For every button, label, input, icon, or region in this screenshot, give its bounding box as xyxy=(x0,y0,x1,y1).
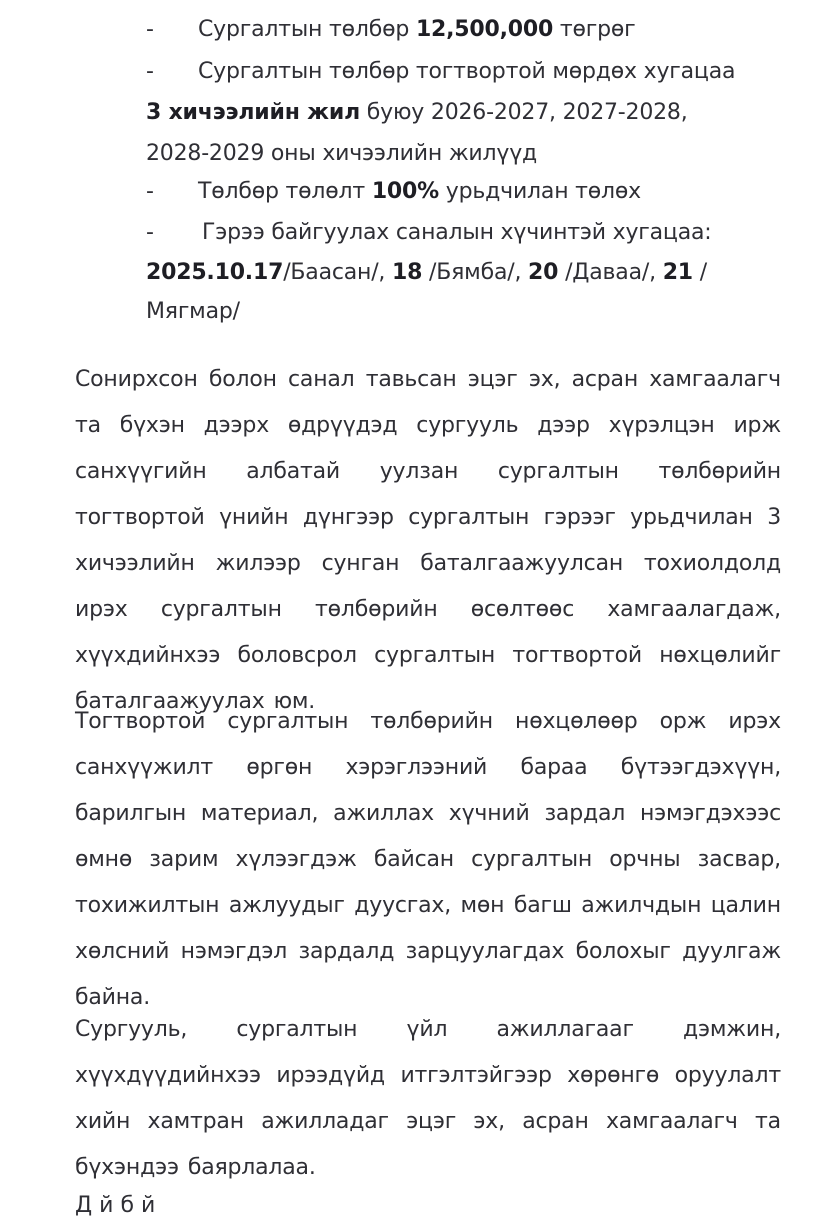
word: оруулалт xyxy=(674,1063,781,1088)
term-line-2 xyxy=(146,98,688,128)
word: сургалтын xyxy=(374,643,496,668)
word: баталгаажуулсан xyxy=(420,551,624,576)
word: байсан xyxy=(373,847,454,872)
paragraph-line xyxy=(75,542,781,586)
word: хичээлийн xyxy=(75,551,195,576)
paragraph-line xyxy=(75,1054,781,1098)
word: бараа xyxy=(520,755,588,780)
word: баярлалаа. xyxy=(187,1155,316,1180)
word: боловсрол xyxy=(237,643,357,668)
payment-prefix: Төлбөр төлөлт xyxy=(198,179,366,204)
word: тохиолдолд xyxy=(643,551,781,576)
word: ажиллах xyxy=(333,801,434,826)
fee-suffix: төгрөг xyxy=(559,17,636,42)
term-bold: 3 хичээлийн жил xyxy=(146,100,360,125)
paragraph-line xyxy=(75,838,781,882)
word: сургууль xyxy=(416,413,519,438)
word: хөрөнгө xyxy=(567,1063,660,1088)
word: өргөн xyxy=(246,755,313,780)
paragraph-line xyxy=(75,450,781,494)
word: зарим xyxy=(149,847,219,872)
contract-dates-line xyxy=(146,258,707,288)
word: ирэх xyxy=(75,597,128,622)
word: юм. xyxy=(273,689,316,714)
word: ажлуудыг xyxy=(228,893,345,918)
paragraph-line xyxy=(75,634,781,678)
word: зардалд xyxy=(298,939,395,964)
bullet-dash: - xyxy=(146,179,154,204)
date-3: 20 xyxy=(528,260,559,285)
day-2: /Бямба/, xyxy=(429,260,522,285)
word: хамгаалагч xyxy=(649,367,781,392)
word: хүрэлцэн xyxy=(608,413,715,438)
word: тохижилтын xyxy=(75,893,220,918)
word: төлбөрийн xyxy=(315,597,438,622)
word: уулзан xyxy=(379,459,459,484)
word: нэмэгдэл xyxy=(180,939,288,964)
word: сургалтын xyxy=(227,709,349,734)
contract-line: Гэрээ байгуулах саналын хүчинтэй хугацаа: xyxy=(202,220,712,245)
word: бүхэн xyxy=(119,413,185,438)
word: гэрээг xyxy=(543,505,616,530)
word: ирээдүйд xyxy=(276,1063,385,1088)
paragraph-line xyxy=(75,588,781,632)
word: дуулгаж xyxy=(682,939,781,964)
word: байна. xyxy=(75,985,151,1010)
word: та xyxy=(755,1109,781,1134)
word: хамгаалагдаж, xyxy=(607,597,781,622)
day-3: /Даваа/, xyxy=(565,260,656,285)
word: жилээр xyxy=(215,551,301,576)
word: сургалтын xyxy=(471,847,593,872)
word: дээр xyxy=(537,413,590,438)
word: ажилладаг xyxy=(261,1109,389,1134)
word: хүчний xyxy=(448,801,530,826)
word: итгэлтэйгээр xyxy=(400,1063,552,1088)
paragraph-line xyxy=(75,700,781,744)
payment-line xyxy=(198,177,641,207)
word: зарцуулагдах xyxy=(405,939,565,964)
word: сунган xyxy=(321,551,400,576)
contract-dates-line-2: Мягмар/ xyxy=(146,299,240,324)
word: асран xyxy=(571,367,639,392)
word: сургалтын xyxy=(236,1017,358,1042)
word: хөлсний xyxy=(75,939,170,964)
word: санхүүгийн xyxy=(75,459,207,484)
word: тогтвортой xyxy=(75,505,205,530)
word: болохыг xyxy=(575,939,671,964)
day-1: /Баасан/, xyxy=(283,260,386,285)
word: хүүхдийнхээ xyxy=(75,643,221,668)
word: урьдчилан xyxy=(630,505,753,530)
fee-prefix: Сургалтын төлбөр xyxy=(198,17,410,42)
paragraph-line xyxy=(75,1008,781,1052)
word: төлбөрийн xyxy=(658,459,781,484)
word: мөн xyxy=(460,893,505,918)
day-4-start: / xyxy=(699,260,707,285)
word: зардал xyxy=(544,801,626,826)
word: Сонирхсон xyxy=(75,367,198,392)
word: ирж xyxy=(733,413,781,438)
word: санал xyxy=(288,367,355,392)
word: ажилчдын xyxy=(581,893,702,918)
word: өсөлтөөс xyxy=(470,597,575,622)
paragraph-line xyxy=(75,496,781,540)
word: дээрх xyxy=(203,413,270,438)
word: засвар, xyxy=(697,847,781,872)
word: хүлээгдэж xyxy=(235,847,357,872)
paragraph-line xyxy=(75,884,781,928)
word: багш xyxy=(513,893,572,918)
word: эх, xyxy=(473,1109,505,1134)
word: хийн xyxy=(75,1109,131,1134)
word: нөхцөлөөр xyxy=(515,709,638,734)
word: дүнгээр xyxy=(302,505,394,530)
paragraph-line xyxy=(75,404,781,448)
word: материал, xyxy=(200,801,319,826)
bullet-dash: - xyxy=(146,59,154,84)
word: асран xyxy=(522,1109,589,1134)
word: сургалтын xyxy=(160,597,282,622)
date-4: 21 xyxy=(662,260,693,285)
word: Сургууль, xyxy=(75,1017,188,1042)
payment-suffix: урьдчилан төлөх xyxy=(445,179,641,204)
word: өмнө xyxy=(75,847,133,872)
word: эцэг xyxy=(406,1109,457,1134)
word: хамтран xyxy=(147,1109,244,1134)
word: хэрэглээний xyxy=(345,755,488,780)
fee-amount: 12,500,000 xyxy=(415,17,554,42)
paragraph-line xyxy=(75,358,781,402)
word: барилгын xyxy=(75,801,187,826)
paragraph-line xyxy=(75,792,781,836)
word: тавьсан xyxy=(365,367,457,392)
term-line: Сургалтын төлбөр тогтвортой мөрдөх хугацаа xyxy=(198,59,736,84)
date-1: 2025.10.17 xyxy=(146,260,284,285)
word: бүхэндээ xyxy=(75,1155,179,1180)
word: та xyxy=(75,413,101,438)
word: орчны xyxy=(609,847,681,872)
word: болон xyxy=(208,367,277,392)
word: үйл xyxy=(406,1017,448,1042)
word: дуусгах, xyxy=(354,893,452,918)
payment-percent: 100% xyxy=(371,179,439,204)
term-rest: буюу 2026-2027, 2027-2028, xyxy=(366,100,688,125)
word: 3 xyxy=(767,505,781,530)
paragraph-line xyxy=(75,1146,781,1190)
word: ирэх xyxy=(728,709,781,734)
word: ажиллагааг xyxy=(496,1017,634,1042)
term-line-3: 2028-2029 оны хичээлийн жилүүд xyxy=(146,141,538,166)
word: тогтвортой xyxy=(512,643,642,668)
date-2: 18 xyxy=(392,260,423,285)
word: албатай xyxy=(246,459,341,484)
word: Тогтвортой xyxy=(75,709,206,734)
word: хамгаалагч xyxy=(605,1109,738,1134)
word: өдрүүдэд xyxy=(287,413,398,438)
bullet-dash: - xyxy=(146,220,154,245)
word: цалин xyxy=(710,893,781,918)
paragraph-line xyxy=(75,1100,781,1144)
word: эх, xyxy=(528,367,561,392)
word: орж xyxy=(659,709,707,734)
word: нөхцөлийг xyxy=(659,643,781,668)
word: хүүхдүүдийнхээ xyxy=(75,1063,261,1088)
word: төлбөрийн xyxy=(370,709,493,734)
word: эцэг xyxy=(467,367,518,392)
word: сургалтын xyxy=(497,459,619,484)
word: баталгаажуулах xyxy=(75,689,265,714)
cut-off-text-line: Д й б й xyxy=(75,1193,156,1218)
fee-line xyxy=(198,15,636,45)
word: нэмэгдэхээс xyxy=(639,801,781,826)
word: дэмжин, xyxy=(683,1017,781,1042)
word: бүтээгдэхүүн, xyxy=(620,755,781,780)
paragraph-line xyxy=(75,930,781,974)
bullet-dash: - xyxy=(146,17,154,42)
word: сургалтын xyxy=(408,505,530,530)
word: үнийн xyxy=(219,505,289,530)
paragraph-line xyxy=(75,746,781,790)
word: санхүүжилт xyxy=(75,755,214,780)
